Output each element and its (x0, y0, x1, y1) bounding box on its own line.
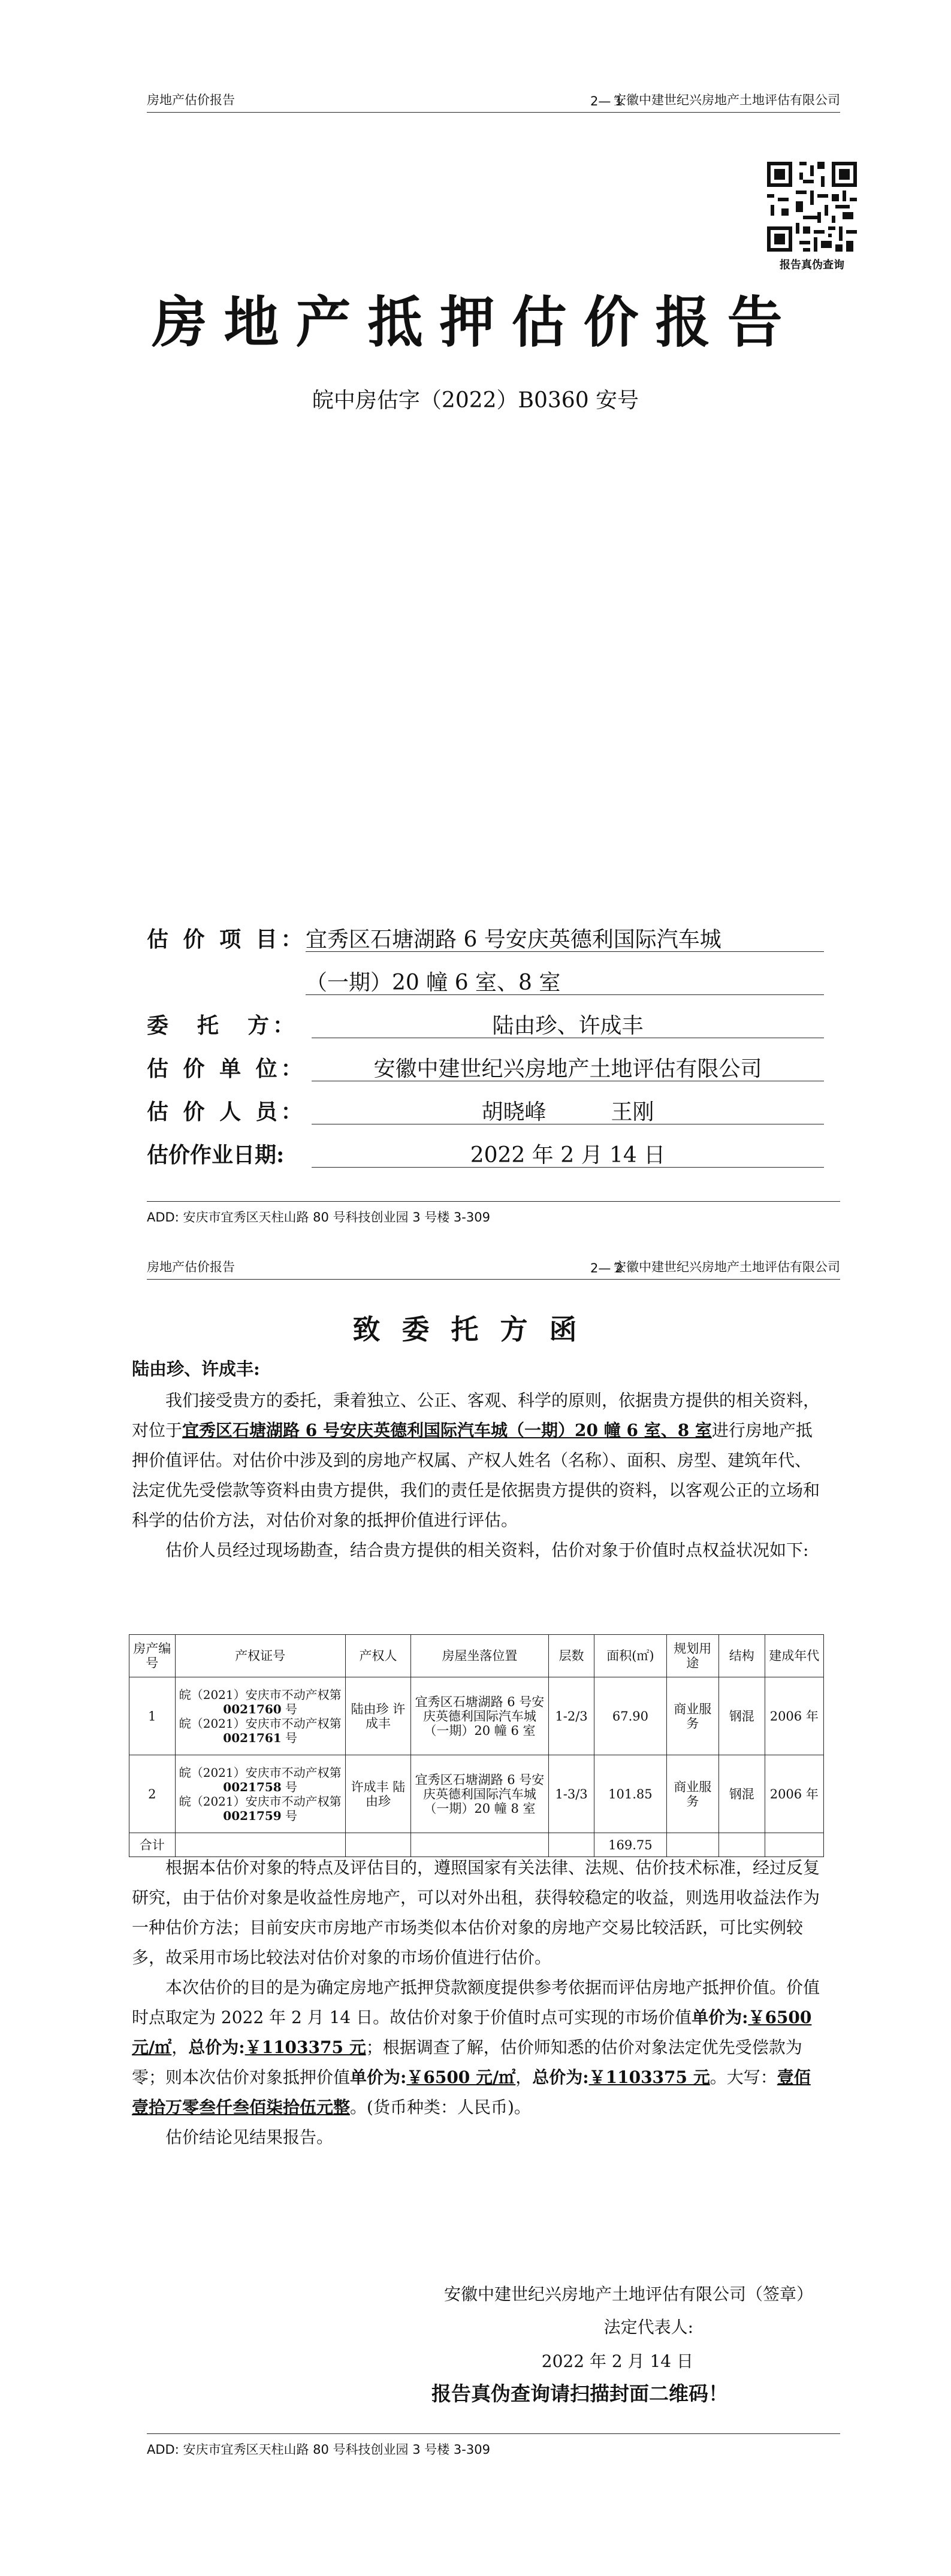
field-label: 估 价 单 位： (147, 1056, 306, 1081)
date-value: 2022 年 2 月 14 日 (312, 1138, 824, 1168)
total-area: 169.75 (594, 1833, 666, 1857)
unit-price-2: ￥6500 元/㎡ (406, 2067, 516, 2087)
footer-address: ADD: 安庆市宜秀区天柱山路 80 号科技创业园 3 号楼 3-309 (147, 1201, 840, 1226)
cert-number: 0021759 (223, 1808, 282, 1823)
document-number: 皖中房估字（2022）B0360 安号 (312, 388, 639, 413)
total-price-2: ￥1103375 元 (588, 2067, 710, 2087)
total-price-label-2: 总价为: (532, 2067, 589, 2087)
field-project (147, 917, 824, 960)
cell-no: 1 (129, 1677, 176, 1755)
field-date (147, 1132, 824, 1175)
field-label: 委 托 方： (147, 1013, 298, 1038)
unit-price: ￥6500 元/㎡ (132, 2007, 812, 2057)
qr-caption: 报告真伪查询 (780, 259, 844, 271)
client-value: 陆由珍、许成丰 (312, 1009, 824, 1038)
page-header (147, 93, 840, 113)
cell-location: 宜秀区石塘湖路 6 号安庆英德利国际汽车城（一期）20 幢 8 室 (411, 1755, 549, 1833)
cell-location: 宜秀区石塘湖路 6 号安庆英德利国际汽车城（一期）20 幢 6 室 (411, 1677, 549, 1755)
letter-title: 致委托方函 (352, 1313, 599, 1346)
report-title: 房地产抵押估价报告 (152, 290, 799, 355)
field-label: 估 价 人 员： (147, 1099, 306, 1124)
verify-note: 报告真伪查询请扫描封面二维码！ (431, 2382, 728, 2405)
p4-text-b: ；根据调查了解，估价师知悉的估价对象法定优先受偿款为零；则本次估价对象抵押价值 (132, 2037, 802, 2087)
col-header: 建成年代 (765, 1635, 823, 1677)
page-header (147, 1260, 840, 1280)
p1-text-a: 我们接受贵方的委托，秉着独立、公正、客观、科学的原则，依据贵方提供的相关资料，对位于 (132, 1390, 820, 1440)
col-header: 结构 (719, 1635, 765, 1677)
field-label: 估价作业日期: (147, 1142, 285, 1168)
unit-price-label: 单价为: (692, 2007, 748, 2027)
field-project-line2 (147, 960, 824, 1003)
letter-body-2 (132, 1853, 821, 2152)
total-label: 合计 (129, 1833, 176, 1857)
appraisers-value: 胡晓峰 王刚 (312, 1095, 824, 1124)
paragraph-4: 本次估价的目的是为确定房地产抵押贷款额度提供参考依据而评估房地产抵押价值。价值时点取定为 2022 年 2 月 14 日。故估价对象于价值时点可实现的市场价值单价为:￥6500 元/㎡，总价为:￥1103375 元；根据调查了解，估价师知悉的估价对象法定优先受偿款为零；则本次估价对象抵押价值单价为:￥6500 元/㎡，总价为:￥1103375 元。大写：壹佰壹拾万零叁仟叁佰柒拾伍元整。(货币种类：人民币)。 (132, 1978, 820, 2117)
header-right: 安徽中建世纪兴房地产土地评估有限公司 (614, 1260, 840, 1274)
field-appraisers (147, 1089, 824, 1132)
paragraph-3: 根据本估价对象的特点及评估目的，遵照国家有关法律、法规、估价技术标准，经过反复研究，由于估价对象是收益性房地产，可以对外出租，获得较稳定的收益，则选用收益法作为一种估价方法；目前安庆市房地产市场类似本估价对象的房地产交易比较活跃，可比实例较多，故采用市场比较法对估价对象的市场价值进行估价。 (132, 1858, 820, 1967)
col-header: 产权证号 (175, 1635, 345, 1677)
header-page-number: 2— 1 (590, 94, 623, 108)
cell-area: 101.85 (594, 1755, 666, 1833)
cell-year: 2006 年 (765, 1755, 823, 1833)
header-right: 安徽中建世纪兴房地产土地评估有限公司 (614, 93, 840, 107)
field-client (147, 1003, 824, 1046)
cell-area: 67.90 (594, 1677, 666, 1755)
header-left: 房地产估价报告 (147, 93, 235, 107)
cell-structure: 钢混 (719, 1755, 765, 1833)
cert-text: 皖（2021）安庆市不动产权第 (179, 1794, 342, 1809)
cover-page (0, 0, 951, 1243)
letter-body-1 (132, 1386, 821, 1565)
cell-floors: 1-3/3 (548, 1755, 594, 1833)
col-header: 产权人 (345, 1635, 410, 1677)
col-header: 层数 (548, 1635, 594, 1677)
col-header: 房产编号 (129, 1635, 176, 1677)
p4-text-a: 本次估价的目的是为确定房地产抵押贷款额度提供参考依据而评估房地产抵押价值。价值时点取定为 2022 年 2 月 14 日。故估价对象于价值时点可实现的市场价值 (132, 1978, 820, 2027)
cover-info (147, 917, 824, 1175)
unit-price-label-2: 单价为: (350, 2067, 407, 2087)
p4-text-c: 。大写： (710, 2067, 777, 2087)
header-left: 房地产估价报告 (147, 1260, 235, 1274)
field-label: 估 价 项 目： (147, 927, 306, 952)
table-header-row (129, 1635, 824, 1677)
qr-code-icon[interactable] (767, 162, 857, 252)
cell-floors: 1-2/3 (548, 1677, 594, 1755)
price-in-words: 壹佰壹拾万零叁仟叁佰柒拾伍元整 (132, 2067, 811, 2117)
paragraph-5: 估价结论见结果报告。 (165, 2127, 334, 2147)
signature-company: 安徽中建世纪兴房地产土地评估有限公司（签章） (443, 2284, 813, 2304)
project-value-line1: 宜秀区石塘湖路 6 号安庆英德利国际汽车城 (306, 923, 824, 952)
cell-year: 2006 年 (765, 1677, 823, 1755)
col-header: 规划用途 (666, 1635, 718, 1677)
p1-text-b: 进行房地产抵押价值评估。对估价中涉及到的房地产权属、产权人姓名（名称）、面积、房型、建筑年代、法定优先受偿款等资料由贵方提供，我们的责任是依据贵方提供的资料，以客观公正的立场和科学的估价方法，对估价对象的抵押价值进行评估。 (132, 1420, 820, 1530)
col-header: 面积(㎡) (594, 1635, 666, 1677)
cell-no: 2 (129, 1755, 176, 1833)
cert-number: 0021758 (223, 1779, 282, 1794)
table-row (129, 1677, 824, 1755)
property-table (129, 1634, 824, 1857)
paragraph-1 (132, 1386, 821, 1535)
cell-owner: 陆由珍 许成丰 (345, 1677, 410, 1755)
cert-number: 0021761 (223, 1730, 282, 1745)
signature-date: 2022 年 2 月 14 日 (541, 2351, 693, 2371)
cell-use: 商业服务 (666, 1755, 718, 1833)
total-price: ￥1103375 元 (244, 2037, 366, 2057)
property-address: 宜秀区石塘湖路 6 号安庆英德利国际汽车城（一期）20 幢 6 室、8 室 (182, 1420, 712, 1440)
field-appraiser-company (147, 1046, 824, 1089)
table-row (129, 1755, 824, 1833)
project-value-line2: （一期）20 幢 6 室、8 室 (306, 966, 824, 995)
salutation: 陆由珍、许成丰: (132, 1359, 260, 1379)
letter-page (0, 1243, 951, 2576)
cell-use: 商业服务 (666, 1677, 718, 1755)
signature-representative: 法定代表人: (603, 2317, 693, 2337)
cert-text: 皖（2021）安庆市不动产权第 (179, 1687, 342, 1702)
cell-owner: 许成丰 陆由珍 (345, 1755, 410, 1833)
p4-text-d: 。(货币种类：人民币)。 (350, 2097, 531, 2117)
col-header: 房屋坐落位置 (411, 1635, 549, 1677)
header-page-number: 2— 2 (590, 1261, 623, 1275)
total-price-label: 总价为: (188, 2037, 245, 2057)
company-value: 安徽中建世纪兴房地产土地评估有限公司 (312, 1052, 824, 1081)
cert-text: 皖（2021）安庆市不动产权第 (179, 1765, 342, 1780)
paragraph-2: 估价人员经过现场勘查，结合贵方提供的相关资料，估价对象于价值时点权益状况如下: (165, 1540, 809, 1560)
cell-cert: 皖（2021）安庆市不动产权第 0021758 号 皖（2021）安庆市不动产权第 0021759 号 (175, 1755, 345, 1833)
cert-number: 0021760 (223, 1701, 282, 1716)
cell-structure: 钢混 (719, 1677, 765, 1755)
cell-cert: 皖（2021）安庆市不动产权第 0021760 号 皖（2021）安庆市不动产权第 0021761 号 (175, 1677, 345, 1755)
cert-text: 皖（2021）安庆市不动产权第 (179, 1716, 342, 1731)
footer-address: ADD: 安庆市宜秀区天柱山路 80 号科技创业园 3 号楼 3-309 (147, 2433, 840, 2458)
